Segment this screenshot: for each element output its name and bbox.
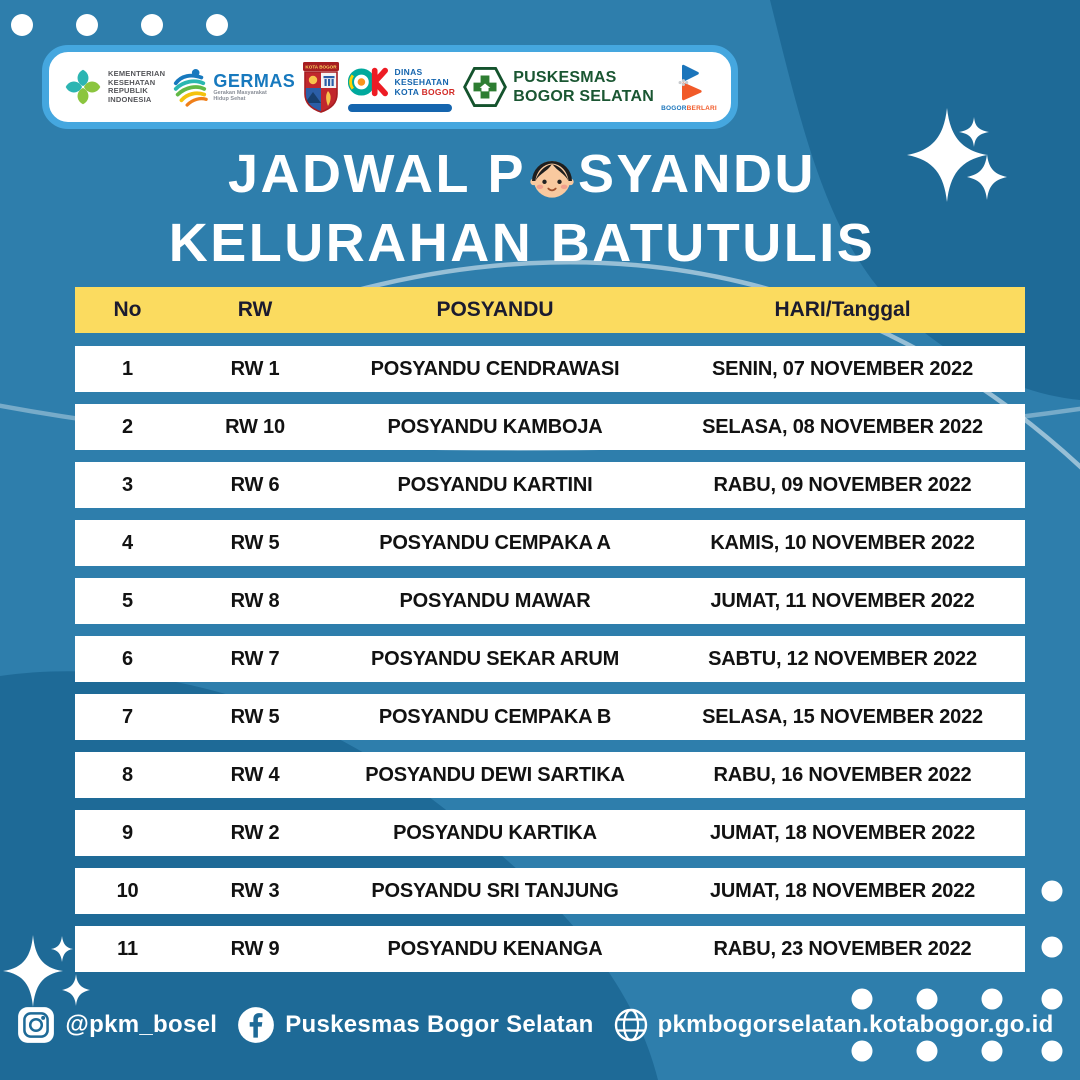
dinkes-tagline-banner bbox=[348, 104, 452, 112]
table-row bbox=[75, 404, 1025, 450]
puskesmas-label bbox=[513, 68, 654, 106]
header-rw: RW bbox=[237, 298, 273, 321]
cell-rw: RW 7 bbox=[230, 647, 280, 670]
cell-hari-tanggal: SELASA, 08 NOVEMBER 2022 bbox=[702, 415, 983, 438]
header-posyandu: POSYANDU bbox=[436, 298, 554, 321]
instagram-icon bbox=[16, 1005, 56, 1045]
table-row bbox=[75, 694, 1025, 740]
table-row bbox=[75, 578, 1025, 624]
title-line1-suffix: SYANDU bbox=[577, 144, 817, 204]
dot bbox=[76, 14, 98, 36]
germas-icon bbox=[172, 66, 208, 108]
logo-bar bbox=[42, 45, 738, 129]
germas-title: GERMAS bbox=[213, 70, 296, 91]
cell-rw: RW 5 bbox=[230, 531, 280, 554]
cell-rw: RW 6 bbox=[230, 473, 280, 496]
cell-no: 2 bbox=[122, 415, 133, 438]
cell-hari-tanggal: JUMAT, 18 NOVEMBER 2022 bbox=[709, 821, 976, 844]
cell-rw: RW 9 bbox=[230, 937, 280, 960]
table-header-row bbox=[75, 287, 1025, 333]
instagram-handle: @pkm_bosel bbox=[65, 1011, 218, 1038]
cell-hari-tanggal: RABU, 23 NOVEMBER 2022 bbox=[713, 937, 972, 960]
cell-no: 9 bbox=[122, 821, 133, 844]
cell-no: 7 bbox=[122, 705, 133, 728]
dot bbox=[206, 14, 228, 36]
table-row bbox=[75, 462, 1025, 508]
logo-dinkes bbox=[348, 63, 456, 112]
logo-bogor-berlari bbox=[661, 63, 717, 112]
cell-hari-tanggal: SABTU, 12 NOVEMBER 2022 bbox=[708, 647, 977, 670]
kemenkes-line: INDONESIA bbox=[108, 94, 152, 104]
bogor-berlari-label bbox=[661, 105, 717, 112]
title-line1-prefix: JADWAL P bbox=[227, 144, 526, 204]
cell-no: 10 bbox=[116, 879, 139, 902]
table-row bbox=[75, 868, 1025, 914]
kemenkes-line: KESEHATAN bbox=[108, 77, 156, 87]
germas-label bbox=[213, 72, 295, 103]
kota-bogor-banner-text: KOTA BOGOR bbox=[305, 64, 338, 70]
dot bbox=[1042, 937, 1063, 958]
logo-kemenkes bbox=[63, 67, 165, 107]
germas-subtitle: Hidup Sehat bbox=[213, 96, 246, 102]
table-row bbox=[75, 636, 1025, 682]
dot bbox=[11, 14, 33, 36]
header-no: No bbox=[113, 298, 142, 321]
title-line-1 bbox=[0, 144, 1044, 213]
cell-no: 1 bbox=[122, 357, 133, 380]
puskesmas-line: BOGOR SELATAN bbox=[513, 88, 654, 105]
cell-hari-tanggal: SELASA, 15 NOVEMBER 2022 bbox=[702, 705, 983, 728]
header-hari-tanggal: HARI/Tanggal bbox=[774, 298, 911, 321]
cell-hari-tanggal: JUMAT, 18 NOVEMBER 2022 bbox=[709, 879, 976, 902]
dots-top-left bbox=[11, 14, 228, 36]
logo-puskesmas bbox=[462, 64, 654, 110]
cell-no: 4 bbox=[122, 531, 133, 554]
table-row bbox=[75, 752, 1025, 798]
cell-rw: RW 10 bbox=[225, 415, 285, 438]
bogor-berlari-icon bbox=[675, 63, 703, 103]
schedule-table bbox=[75, 287, 1025, 984]
dinkes-line: KESEHATAN bbox=[394, 76, 449, 87]
bb-bogor: BOGOR bbox=[661, 104, 687, 112]
cell-rw: RW 3 bbox=[230, 879, 280, 902]
dot bbox=[141, 14, 163, 36]
facebook-name: Puskesmas Bogor Selatan bbox=[285, 1011, 594, 1038]
dinkes-bogor: BOGOR bbox=[421, 86, 456, 97]
kota-bogor-crest-icon bbox=[302, 61, 340, 113]
cell-no: 11 bbox=[117, 937, 138, 960]
cell-posyandu: POSYANDU CENDRAWASI bbox=[370, 357, 620, 380]
table-row bbox=[75, 520, 1025, 566]
kemenkes-line: REPUBLIK bbox=[108, 86, 148, 95]
title-line-2: KELURAHAN BATUTULIS bbox=[168, 213, 876, 273]
kemenkes-icon bbox=[63, 67, 103, 107]
cell-no: 8 bbox=[122, 763, 133, 786]
puskesmas-line: PUSKESMAS bbox=[513, 69, 617, 86]
cell-posyandu: POSYANDU SRI TANJUNG bbox=[371, 879, 619, 902]
table-row bbox=[75, 926, 1025, 972]
cell-posyandu: POSYANDU CEMPAKA A bbox=[379, 531, 611, 554]
kemenkes-line: KEMENTERIAN bbox=[108, 69, 166, 78]
cell-rw: RW 2 bbox=[230, 821, 280, 844]
cell-posyandu: POSYANDU MAWAR bbox=[399, 589, 591, 612]
dinkes-label bbox=[395, 67, 456, 97]
table-body bbox=[75, 346, 1025, 972]
dinkes-icon bbox=[348, 63, 390, 101]
puskesmas-icon bbox=[462, 64, 508, 110]
bb-berlari: BERLARI bbox=[686, 104, 717, 112]
dinkes-line: DINAS bbox=[394, 66, 423, 77]
cell-hari-tanggal: KAMIS, 10 NOVEMBER 2022 bbox=[710, 531, 975, 554]
cell-rw: RW 8 bbox=[230, 589, 280, 612]
table-row bbox=[75, 346, 1025, 392]
cell-posyandu: POSYANDU SEKAR ARUM bbox=[370, 647, 620, 670]
cell-no: 6 bbox=[122, 647, 133, 670]
cell-posyandu: POSYANDU KAMBOJA bbox=[387, 415, 603, 438]
footer bbox=[0, 1002, 1080, 1048]
cell-hari-tanggal: RABU, 09 NOVEMBER 2022 bbox=[713, 473, 972, 496]
dinkes-kota: KOTA bbox=[394, 86, 419, 97]
cell-hari-tanggal: SENIN, 07 NOVEMBER 2022 bbox=[711, 357, 974, 380]
cell-no: 5 bbox=[122, 589, 133, 612]
cell-hari-tanggal: JUMAT, 11 NOVEMBER 2022 bbox=[710, 589, 975, 612]
facebook-icon bbox=[236, 1005, 276, 1045]
cell-posyandu: POSYANDU KENANGA bbox=[387, 937, 603, 960]
cell-rw: RW 5 bbox=[230, 705, 280, 728]
cell-hari-tanggal: RABU, 16 NOVEMBER 2022 bbox=[713, 763, 972, 786]
child-face-icon bbox=[527, 151, 577, 213]
germas-subtitle: Gerakan Masyarakat bbox=[213, 89, 267, 96]
globe-icon bbox=[613, 1007, 649, 1043]
cell-no: 3 bbox=[122, 473, 133, 496]
website-url: pkmbogorselatan.kotabogor.go.id bbox=[657, 1011, 1054, 1038]
kemenkes-label bbox=[108, 70, 165, 104]
cell-rw: RW 4 bbox=[230, 763, 280, 786]
page-title bbox=[0, 144, 1044, 273]
table-row bbox=[75, 810, 1025, 856]
cell-posyandu: POSYANDU CEMPAKA B bbox=[378, 705, 612, 728]
dot bbox=[1042, 881, 1063, 902]
cell-rw: RW 1 bbox=[230, 357, 280, 380]
dinkes-line bbox=[395, 87, 456, 97]
logo-germas bbox=[172, 66, 295, 108]
cell-posyandu: POSYANDU DEWI SARTIKA bbox=[365, 763, 625, 786]
dinkes-block bbox=[348, 63, 456, 112]
cell-posyandu: POSYANDU KARTINI bbox=[397, 473, 593, 496]
cell-posyandu: POSYANDU KARTIKA bbox=[393, 821, 597, 844]
